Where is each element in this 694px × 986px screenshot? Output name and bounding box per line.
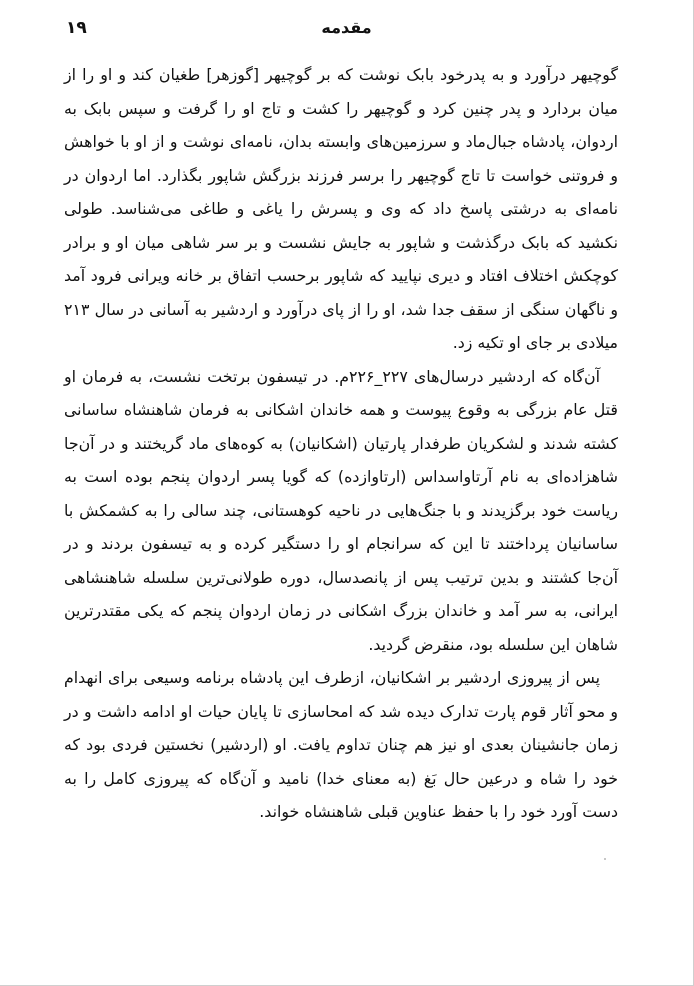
running-title: مقدمه: [321, 18, 372, 37]
paragraph-3: پس از پیروزی اردشیر بر اشکانیان، ازطرف این پادشاه برنامه وسیعی برای انهدام و محو آثار قوم پارت تدارک دیده شد که امحاسازی تا پایان حیات او ادامه داشت و در زمان جانشینان بعدی او نیز هم چنان تداوم یافت. او (اردشیر) نخستین فردی بود که خود را شاه و درعین حال بَغ (به معنای خدا) نامید و آن‌گاه که پیروزی کامل را به دست آورد خود را با حفظ عناوین قبلی شاهنشاه خواند.: [64, 668, 618, 821]
scan-speck: [604, 858, 606, 860]
paragraph-2: آن‌گاه که اردشیر درسال‌های ۲۲۷_۲۲۶م. در تیسفون برتخت نشست، به فرمان او قتل عام بزرگی به وقوع پیوست و همه خاندان اشکانی به فرمان شاهنشاه ساسانی کشته شدند و لشکریان طرفدار پارتیان (اشکانیان) به کوه‌های ماد گریختند و در آن‌جا شاهزاده‌ای به نام آرتاواسداس (ارتاوازده) که گویا پسر اردوان پنجم بوده است به ریاست خود برگزیدند و با جنگ‌هایی در ناحیه کوهستانی، چند سالی را به کشمکش با ساسانیان پرداختند تا این که سرانجام او را دستگیر کرده و به تیسفون بردند و در آن‌جا کشتند و بدین ترتیب پس از پانصدسال، دوره طولانی‌ترین سلسله شاهنشاهی ایرانی، به سر آمد و خاندان بزرگ اشکانی در زمان اردوان پنجم که یکی مقتدرترین شاهان این سلسله بود، منقرض گردید.: [64, 366, 618, 654]
page-header: [66, 16, 627, 40]
page-number: ۱۹: [66, 18, 87, 38]
paragraph-1: گوچیهر درآورد و به پدرخود بابک نوشت که بر گوچیهر [گوزهر] طغیان کند و او را از میان بردارد و پدر چنین کرد و گوچیهر را کشت و تاج او را گرفت و سپس بابک به اردوان، پادشاه جبال‌ماد و سرزمین‌های وابسته بدان، نامه‌ای نوشت و از او با خواهش و فروتنی خواست تا تاج گوچیهر را برسر فرزند بزرگش شاپور بگذارد. اما اردوان در نامه‌ای به درشتی پاسخ داد که وی و پسرش را یاغی و طاغی می‌شناسد. طولی نکشید که بابک درگذشت و شاپور به جایش نشست و بر سر شاهی میان او و برادر کوچکش اختلاف افتاد و دیری نپایید که شاپور برحسب اتفاق بر خانه ویرانی فرود آمد و ناگهان سنگی از سقف جدا شد، او را از پای درآورد و اردشیر به آسانی در سال ۲۱۳ میلادی بر جای او تکیه زد.: [64, 65, 618, 352]
body-text: [64, 58, 618, 829]
